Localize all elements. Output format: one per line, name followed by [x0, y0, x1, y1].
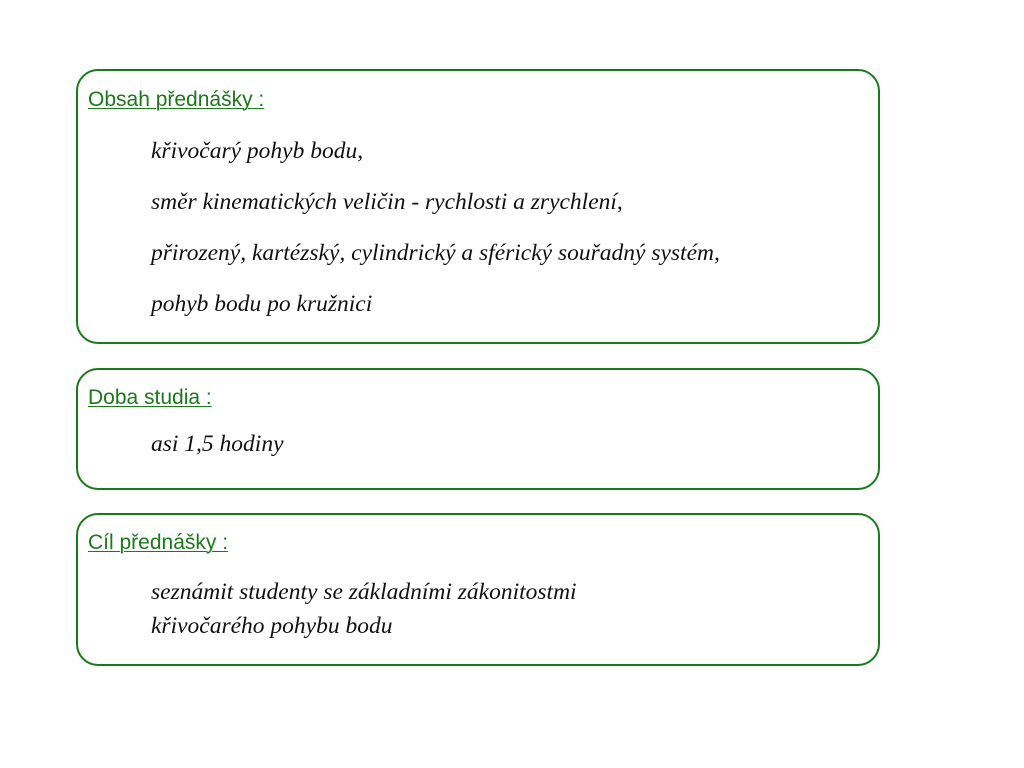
- study-duration-list: [151, 430, 284, 458]
- list-item: seznámit studenty se základními zákonitostmi: [151, 579, 577, 605]
- list-item: křivočarého pohybu bodu: [151, 613, 393, 639]
- lecture-content-list: [151, 137, 720, 341]
- lecture-content-title: Obsah přednášky :: [88, 88, 265, 111]
- list-item: směr kinematických veličin - rychlosti a zrychlení,: [151, 189, 623, 215]
- list-item: pohyb bodu po kružnici: [151, 291, 373, 317]
- list-item: křivočarý pohyb bodu,: [151, 138, 364, 164]
- study-duration-title: Doba studia :: [88, 386, 212, 409]
- lecture-goal-box: [76, 513, 880, 666]
- lecture-content-box: [76, 69, 880, 344]
- list-item: asi 1,5 hodiny: [151, 431, 284, 457]
- lecture-goal-title: Cíl přednášky :: [88, 531, 229, 554]
- lecture-goal-list: [151, 575, 577, 643]
- list-item: přirozený, kartézský, cylindrický a sférický souřadný systém,: [151, 240, 720, 266]
- study-duration-box: [76, 368, 880, 490]
